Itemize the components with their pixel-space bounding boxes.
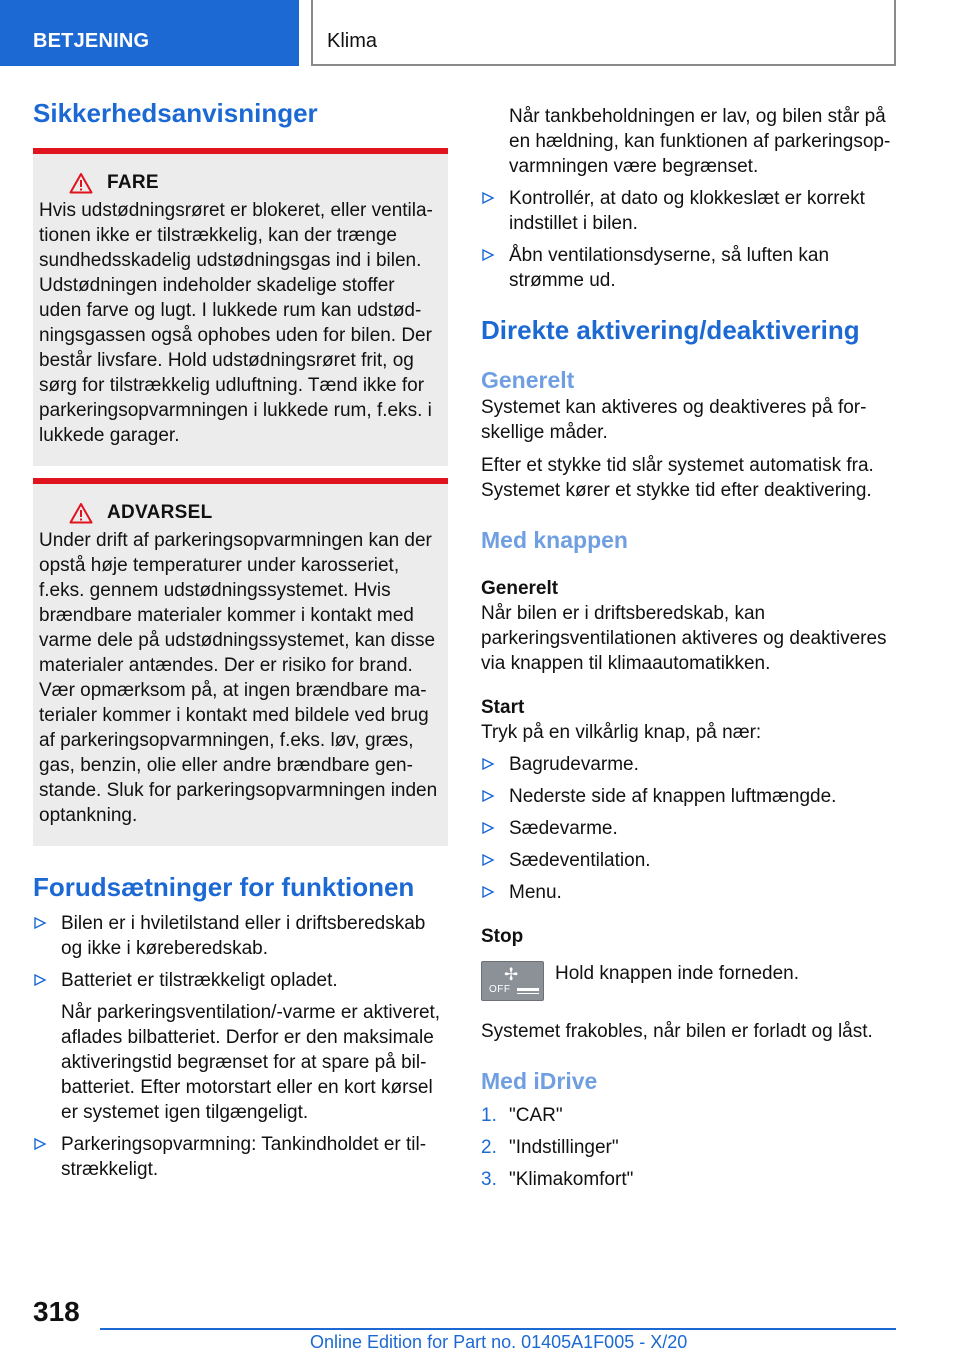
idrive-heading: Med iDrive bbox=[481, 1068, 598, 1094]
edition-text: Online Edition for Part no. 01405A1F005 - X/20 bbox=[310, 1332, 688, 1352]
list-item-text: Bagrudevarme. bbox=[509, 754, 639, 775]
triangle-bullet-icon bbox=[33, 1137, 47, 1151]
general-text-1: Systemet kan aktiveres og deaktiveres på forskellige måder. bbox=[481, 397, 867, 443]
stop-row bbox=[481, 961, 896, 1001]
list-item bbox=[481, 186, 896, 236]
warning-triangle-icon bbox=[69, 502, 93, 524]
stop-note: Systemet frakobles, når bilen er forladt og låst. bbox=[481, 1021, 873, 1042]
section-label: BETJENING bbox=[33, 30, 150, 52]
left-column bbox=[33, 96, 448, 1182]
slider-bar-icon bbox=[517, 988, 539, 991]
danger-box bbox=[33, 148, 448, 466]
start-heading: Start bbox=[481, 697, 525, 718]
continued-text: Når tankbeholdningen er lav, og bilen står på en hældning, kan funktionen af parkeringsopvarmningen være begrænset. bbox=[509, 106, 891, 177]
list-item bbox=[33, 968, 448, 1125]
section-tab bbox=[0, 0, 299, 66]
list-item bbox=[481, 1167, 896, 1192]
step-text: "Indstillinger" bbox=[509, 1137, 619, 1158]
warning-box bbox=[33, 478, 448, 846]
list-item bbox=[481, 816, 896, 841]
button-general-heading: Generelt bbox=[481, 578, 559, 599]
step-text: "CAR" bbox=[509, 1105, 563, 1126]
list-item bbox=[481, 1135, 896, 1160]
page-number: 318 bbox=[33, 1296, 80, 1327]
danger-title: FARE bbox=[107, 172, 159, 193]
triangle-bullet-icon bbox=[481, 853, 495, 867]
right-column bbox=[481, 104, 896, 1192]
list-item bbox=[481, 880, 896, 905]
list-item bbox=[481, 848, 896, 873]
off-label: OFF bbox=[489, 984, 511, 995]
footer-divider bbox=[100, 1328, 896, 1330]
fan-icon: ✢ bbox=[504, 965, 519, 984]
triangle-bullet-icon bbox=[33, 916, 47, 930]
start-text: Tryk på en vilkårlig knap, på nær: bbox=[481, 722, 762, 743]
list-item bbox=[33, 911, 448, 961]
list-item-text: Åbn ventilationsdyserne, så luften kan strømme ud. bbox=[509, 245, 830, 291]
list-item-text: Sædevarme. bbox=[509, 818, 618, 839]
triangle-bullet-icon bbox=[481, 821, 495, 835]
idrive-steps bbox=[481, 1103, 896, 1192]
list-item bbox=[481, 752, 896, 777]
step-number: 2. bbox=[481, 1137, 497, 1158]
page-header bbox=[0, 0, 960, 66]
button-general-text: Når bilen er i driftsberedskab, kan parkeringsventilationen aktiveres og deaktiveres via knappen til klimaautomatikken. bbox=[481, 603, 887, 674]
list-item bbox=[481, 243, 896, 293]
direct-heading: Direkte aktivering/deaktivering bbox=[481, 315, 860, 345]
list-item bbox=[481, 784, 896, 809]
list-item-text: Parkeringsopvarmning: Tankindholdet er tilstrækkeligt. bbox=[61, 1134, 427, 1180]
warning-triangle-icon bbox=[69, 172, 93, 194]
step-number: 3. bbox=[481, 1169, 497, 1190]
triangle-bullet-icon bbox=[481, 248, 495, 262]
prereq-heading: Forudsætninger for funktionen bbox=[33, 872, 415, 902]
chapter-label: Klima bbox=[327, 30, 378, 52]
warning-text: Under drift af parkeringsopvarmningen kan der opstå høje temperaturer under karosseriet, f.eks. gennem udstødningssystemet. Hvis brændbare materialer kommer i kontakt med varme dele på udstødningssystemet, kan disse materialer antændes. Der er risiko for brand. Vær opmærksom på, at ingen brændbare materialer kommer i kontakt med bildele ved brug af parkeringsopvarmningen, f.eks. løv, græs, gas, benzin, olie eller andre brændbare genstande. Sluk for parkeringsopvarmningen inden optankning. bbox=[39, 530, 438, 826]
list-item-subtext: Når parkeringsventilation/-varme er aktiveret, aflades bilbatteriet. Derfor er den maksimale aktiveringstid begrænset for at spare på bilbatteriet. Efter motorstart eller en kort kørsel er systemet igen tilgængeligt. bbox=[61, 1002, 441, 1123]
list-item-text: Menu. bbox=[509, 882, 562, 903]
chapter-tab bbox=[311, 0, 896, 66]
step-text: "Klimakomfort" bbox=[509, 1169, 634, 1190]
stop-heading: Stop bbox=[481, 926, 524, 947]
triangle-bullet-icon bbox=[481, 191, 495, 205]
triangle-bullet-icon bbox=[481, 789, 495, 803]
danger-text: Hvis udstødningsrøret er blokeret, eller ventilationen ikke er tilstrækkelig, kan der trænge sundhedsskadelig udstødningsgas ind i bilen. Udstødningen indeholder skadelige stoffer uden farve og lugt. I lukkede rum kan udstødningsgassen også ophobes uden for bilen. Der består livsfare. Hold udstødningsrøret frit, og sørg for tilstrækkelig udluftning. Tænd ikke for parkeringsopvarmningen i lukkede rum, f.eks. i lukkede garager. bbox=[39, 200, 433, 446]
start-list bbox=[481, 752, 896, 905]
general-text-2: Efter et stykke tid slår systemet automatisk fra. Systemet kører et stykke tid efter deaktivering. bbox=[481, 455, 874, 501]
list-item-text: Bilen er i hviletilstand eller i driftsberedskab og ikke i køreberedskab. bbox=[61, 913, 426, 959]
safety-heading: Sikkerhedsanvisninger bbox=[33, 98, 318, 128]
list-item-text: Nederste side af knappen luftmængde. bbox=[509, 786, 837, 807]
list-item-text: Batteriet er tilstrækkeligt opladet. bbox=[61, 970, 338, 991]
triangle-bullet-icon bbox=[33, 973, 47, 987]
button-heading: Med knappen bbox=[481, 527, 628, 553]
list-item-text: Sædeventilation. bbox=[509, 850, 651, 871]
step-number: 1. bbox=[481, 1105, 497, 1126]
triangle-bullet-icon bbox=[481, 757, 495, 771]
list-item bbox=[481, 1103, 896, 1128]
list-item bbox=[33, 1132, 448, 1182]
general-heading: Generelt bbox=[481, 367, 575, 393]
warning-title: ADVARSEL bbox=[107, 502, 213, 523]
check-list bbox=[481, 186, 896, 293]
list-item-text: Kontrollér, at dato og klokkeslæt er korrekt indstillet i bilen. bbox=[509, 188, 865, 234]
prereq-list bbox=[33, 911, 448, 1182]
stop-text: Hold knappen inde forneden. bbox=[555, 963, 800, 984]
fan-off-button-image bbox=[481, 961, 544, 1001]
triangle-bullet-icon bbox=[481, 885, 495, 899]
